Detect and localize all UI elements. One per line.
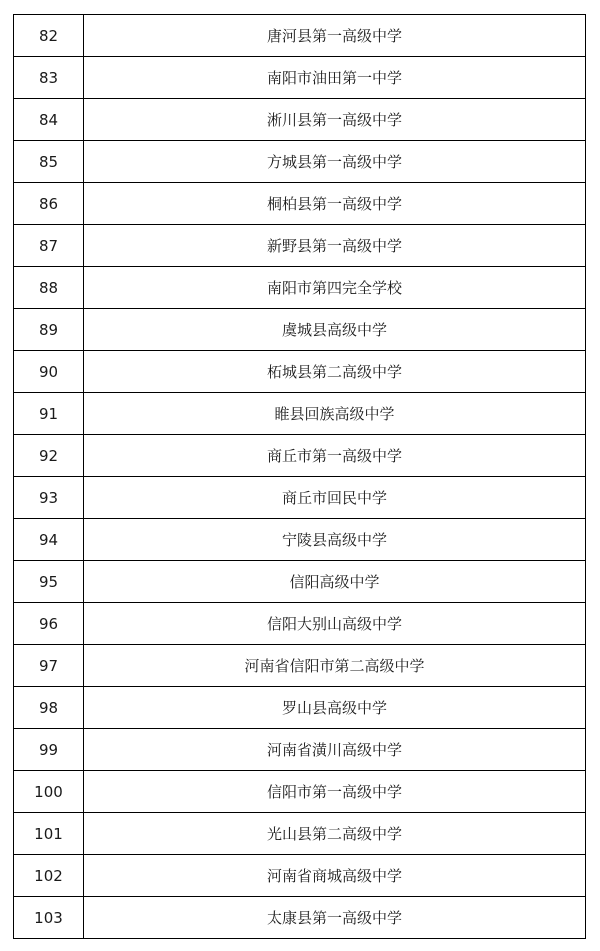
table-row [14, 57, 586, 99]
table-row [14, 99, 586, 141]
school-name-cell: 河南省信阳市第二高级中学 [84, 645, 586, 687]
row-number-cell: 85 [14, 141, 84, 183]
table-row [14, 561, 586, 603]
school-name-cell: 商丘市回民中学 [84, 477, 586, 519]
table-row [14, 813, 586, 855]
row-number-cell: 97 [14, 645, 84, 687]
school-name-cell: 南阳市油田第一中学 [84, 57, 586, 99]
school-name-cell: 睢县回族高级中学 [84, 393, 586, 435]
row-number-cell: 90 [14, 351, 84, 393]
school-name-cell: 宁陵县高级中学 [84, 519, 586, 561]
row-number-cell: 101 [14, 813, 84, 855]
table-row [14, 267, 586, 309]
school-name-cell: 信阳高级中学 [84, 561, 586, 603]
table-row [14, 225, 586, 267]
table-row [14, 435, 586, 477]
row-number-cell: 84 [14, 99, 84, 141]
school-name-cell: 河南省商城高级中学 [84, 855, 586, 897]
row-number-cell: 102 [14, 855, 84, 897]
school-list-table [13, 14, 586, 939]
row-number-cell: 92 [14, 435, 84, 477]
school-name-cell: 虞城县高级中学 [84, 309, 586, 351]
table-row [14, 393, 586, 435]
row-number-cell: 98 [14, 687, 84, 729]
row-number-cell: 94 [14, 519, 84, 561]
table-row [14, 519, 586, 561]
table-row [14, 729, 586, 771]
school-name-cell: 信阳大别山高级中学 [84, 603, 586, 645]
school-name-cell: 唐河县第一高级中学 [84, 15, 586, 57]
row-number-cell: 83 [14, 57, 84, 99]
row-number-cell: 87 [14, 225, 84, 267]
table-row [14, 645, 586, 687]
row-number-cell: 103 [14, 897, 84, 939]
table-row [14, 141, 586, 183]
row-number-cell: 100 [14, 771, 84, 813]
school-name-cell: 光山县第二高级中学 [84, 813, 586, 855]
school-name-cell: 太康县第一高级中学 [84, 897, 586, 939]
table-row [14, 183, 586, 225]
table-row [14, 687, 586, 729]
table-row [14, 897, 586, 939]
row-number-cell: 96 [14, 603, 84, 645]
row-number-cell: 86 [14, 183, 84, 225]
school-name-cell: 信阳市第一高级中学 [84, 771, 586, 813]
school-name-cell: 河南省潢川高级中学 [84, 729, 586, 771]
school-name-cell: 方城县第一高级中学 [84, 141, 586, 183]
row-number-cell: 91 [14, 393, 84, 435]
row-number-cell: 99 [14, 729, 84, 771]
table-row [14, 15, 586, 57]
row-number-cell: 93 [14, 477, 84, 519]
school-name-cell: 新野县第一高级中学 [84, 225, 586, 267]
school-list-body [14, 15, 586, 939]
school-name-cell: 桐柏县第一高级中学 [84, 183, 586, 225]
row-number-cell: 89 [14, 309, 84, 351]
table-row [14, 603, 586, 645]
table-row [14, 771, 586, 813]
school-name-cell: 罗山县高级中学 [84, 687, 586, 729]
school-name-cell: 柘城县第二高级中学 [84, 351, 586, 393]
row-number-cell: 82 [14, 15, 84, 57]
school-name-cell: 南阳市第四完全学校 [84, 267, 586, 309]
table-row [14, 351, 586, 393]
row-number-cell: 95 [14, 561, 84, 603]
school-name-cell: 商丘市第一高级中学 [84, 435, 586, 477]
school-name-cell: 淅川县第一高级中学 [84, 99, 586, 141]
table-row [14, 309, 586, 351]
table-row [14, 855, 586, 897]
table-row [14, 477, 586, 519]
row-number-cell: 88 [14, 267, 84, 309]
